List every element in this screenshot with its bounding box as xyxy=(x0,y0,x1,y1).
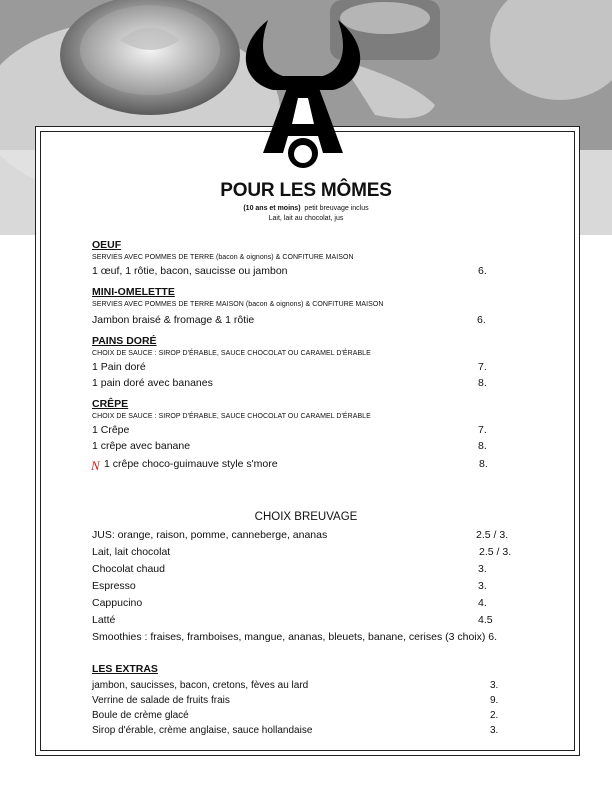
beverage-item-price: 2.5 / 3. xyxy=(479,546,512,558)
beverage-item-price: 2.5 / 3. xyxy=(476,529,509,541)
menu-item-price: 6. xyxy=(478,265,487,277)
extra-item-label: Sirop d'érable, crème anglaise, sauce hollandaise xyxy=(92,725,313,736)
drink-list: Lait, lait au chocolat, jus xyxy=(268,215,344,222)
extra-item-price: 9. xyxy=(490,695,499,706)
extra-item-label: Boule de crème glacé xyxy=(92,710,189,721)
menu-item-price: 6. xyxy=(477,314,486,326)
beverage-item-price: 4.5 xyxy=(478,614,493,626)
extra-item-price: 3. xyxy=(490,725,499,736)
section-heading-crepe: CRÊPE xyxy=(92,398,129,410)
menu-item-label: 1 Pain doré xyxy=(92,361,146,373)
section-heading-extras: LES EXTRAS xyxy=(92,663,158,675)
beverage-heading: CHOIX BREUVAGE xyxy=(254,511,358,523)
beverage-item-label: Latté xyxy=(92,614,116,626)
beverage-item-price: 4. xyxy=(478,597,487,609)
age-note: (10 ans et moins) xyxy=(243,205,301,212)
menu-subtitle xyxy=(0,205,612,212)
extra-item-price: 2. xyxy=(490,710,499,721)
beverage-item-label: Chocolat chaud xyxy=(92,563,165,575)
section-note-mini-omelette: SERVIES AVEC POMMES DE TERRE MAISON (bacon & oignons) & CONFITURE MAISON xyxy=(92,301,384,308)
menu-item-price: 8. xyxy=(478,377,487,389)
menu-item-label: 1 pain doré avec bananes xyxy=(92,377,213,389)
beverage-item-label: Espresso xyxy=(92,580,136,592)
beverage-item-price: 3. xyxy=(478,563,487,575)
menu-item-price: 7. xyxy=(478,424,487,436)
section-note-crepe: CHOIX DE SAUCE : SIROP D'ÉRABLE, SAUCE CHOCOLAT OU CARAMEL D'ÉRABLE xyxy=(92,413,371,420)
extra-item-label: Verrine de salade de fruits frais xyxy=(92,695,230,706)
beverage-item-label: JUS: orange, raison, pomme, canneberge, ananas xyxy=(92,529,328,541)
section-note-oeuf: SERVIES AVEC POMMES DE TERRE (bacon & oignons) & CONFITURE MAISON xyxy=(92,254,354,261)
menu-item-label: Jambon braisé & fromage & 1 rôtie xyxy=(92,314,255,326)
menu-item-label: 1 crêpe choco-guimauve style s'more xyxy=(104,458,278,470)
drink-note: petit breuvage inclus xyxy=(304,205,369,212)
menu-item-price: 8. xyxy=(479,458,488,470)
beverage-item-label: Lait, lait chocolat xyxy=(92,546,171,558)
menu-item-price: 8. xyxy=(478,440,487,452)
bull-horns-logo xyxy=(238,18,368,168)
extra-item-price: 3. xyxy=(490,680,499,691)
section-heading-mini-omelette: MINI-OMELETTE xyxy=(92,286,175,298)
menu-title: POUR LES MÔMES xyxy=(220,180,392,201)
smoothies-line: Smoothies : fraises, framboises, mangue, ananas, bleuets, banane, cerises (3 choix) 6. xyxy=(92,631,498,643)
beverage-item-price: 3. xyxy=(478,580,487,592)
new-item-marker: N xyxy=(91,458,100,473)
menu-item-label: 1 œuf, 1 rôtie, bacon, saucisse ou jambon xyxy=(92,265,288,277)
menu-item-label: 1 crêpe avec banane xyxy=(92,440,191,452)
beverage-item-label: Cappucino xyxy=(92,597,143,609)
extra-item-label: jambon, saucisses, bacon, cretons, fèves au lard xyxy=(92,680,309,691)
menu-item-label: 1 Crêpe xyxy=(92,424,130,436)
section-note-pains-dore: CHOIX DE SAUCE : SIROP D'ÉRABLE, SAUCE CHOCOLAT OU CARAMEL D'ÉRABLE xyxy=(92,350,371,357)
section-heading-oeuf: OEUF xyxy=(92,239,122,251)
section-heading-pains-dore: PAINS DORÉ xyxy=(92,335,157,347)
menu-item-price: 7. xyxy=(478,361,487,373)
